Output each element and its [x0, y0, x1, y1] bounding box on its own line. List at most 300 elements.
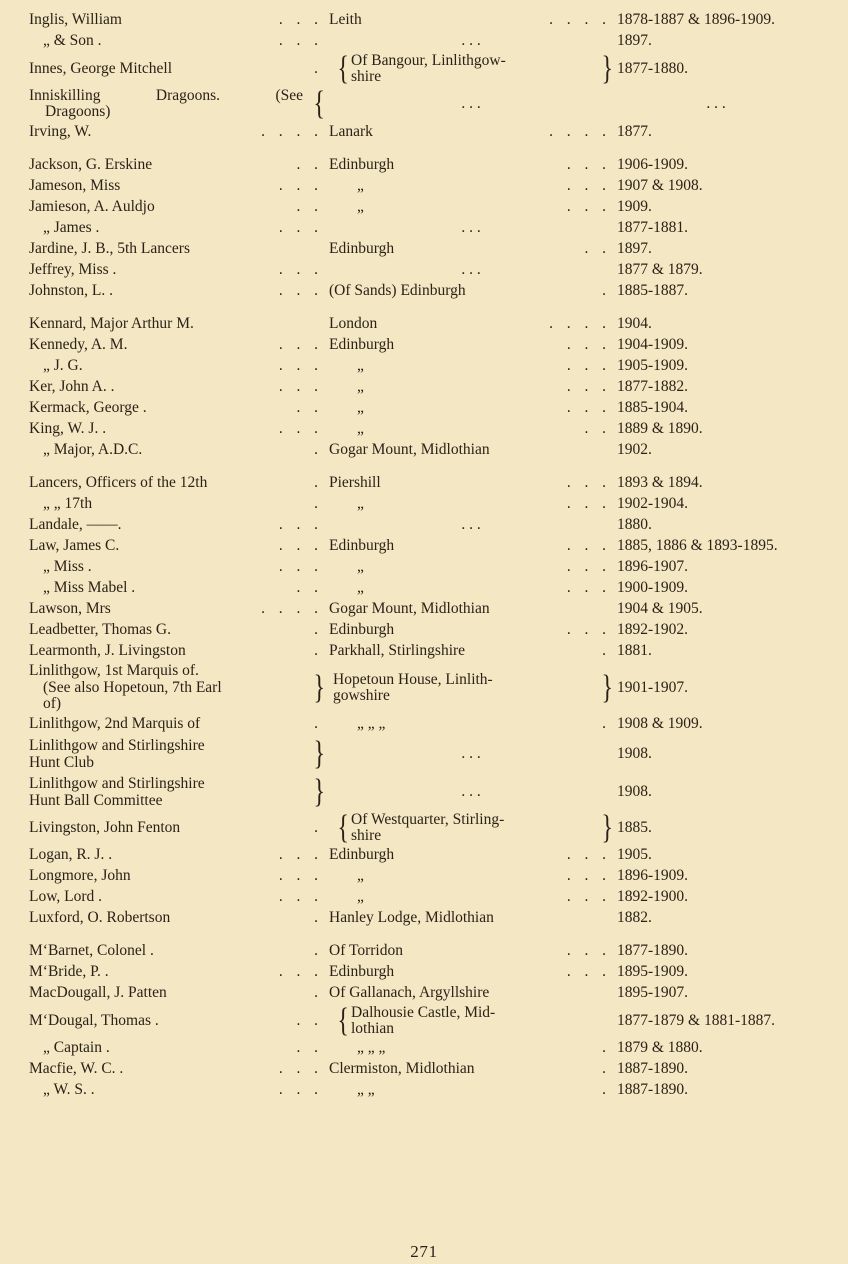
table-row: [29, 620, 819, 641]
index-table-body: [29, 10, 819, 1101]
entry-years: 1877-1882.: [617, 378, 689, 396]
dot-leader: .: [314, 621, 323, 639]
table-row: [29, 845, 819, 866]
entry-years: 1904.: [617, 315, 652, 333]
entry-name: M‘Bride, P. .: [29, 963, 109, 981]
entry-place: „: [357, 420, 364, 438]
table-row: [29, 473, 819, 494]
entry-place-cell: [329, 419, 617, 440]
dot-leader: . . .: [566, 336, 611, 354]
dot-leader: .: [602, 1081, 611, 1099]
dot-leader: .: [314, 715, 323, 733]
entry-place: ...: [461, 744, 485, 762]
entry-name-cell: [29, 377, 329, 398]
entry-name: Low, Lord .: [29, 888, 103, 906]
entry-name-cell: [29, 578, 329, 599]
dot-leader: . . .: [566, 177, 611, 195]
dot-leader: . . .: [278, 846, 323, 864]
entry-place-cell: [329, 662, 617, 714]
entry-years: 1892-1900.: [617, 888, 689, 906]
dot-leader: . . .: [278, 219, 323, 237]
dot-leader: . .: [296, 156, 323, 174]
entry-years: 1904-1909.: [617, 336, 689, 354]
entry-name-cell: [29, 599, 329, 620]
entry-place: Clermiston, Midlothian: [329, 1060, 475, 1078]
dot-leader: . . . .: [549, 123, 611, 141]
entry-place-cell: [329, 578, 617, 599]
dot-leader: . . .: [566, 378, 611, 396]
entry-place-line1: Hopetoun House, Linlith-: [333, 670, 493, 688]
entry-name-line3: of): [43, 695, 62, 713]
table-row: [29, 887, 819, 908]
entry-name-cell: [29, 641, 329, 662]
entry-place: ...: [461, 516, 485, 534]
dot-leader: . . .: [278, 261, 323, 279]
entry-name-cell: [29, 845, 329, 866]
entry-place: „ „ „: [357, 715, 386, 733]
table-row: [29, 122, 819, 143]
entry-place: Edinburgh: [329, 240, 395, 258]
entry-years-text: ...: [706, 94, 730, 112]
entry-name-line2: (See also Hopetoun, 7th Earl: [43, 678, 222, 696]
entry-name-cell: [29, 811, 329, 845]
entry-name-cell: [29, 335, 329, 356]
table-row: [29, 1059, 819, 1080]
entry-name: Johnston, L. .: [29, 282, 113, 300]
dot-leader: . . .: [566, 579, 611, 597]
right-brace-icon: }: [601, 669, 613, 706]
table-row: [29, 773, 819, 811]
entry-name: „ J. G.: [43, 357, 83, 375]
entry-place: „ „ „: [357, 1039, 386, 1057]
dot-leader: . .: [296, 399, 323, 417]
left-brace-icon: {: [337, 50, 349, 87]
entry-years: 1885-1904.: [617, 399, 689, 417]
entry-place-cell: [329, 1038, 617, 1059]
entry-place-cell: [329, 239, 617, 260]
entry-name-cell: [29, 887, 329, 908]
entry-years: 1908.: [617, 782, 652, 800]
entry-name-cell: [29, 866, 329, 887]
entry-name-cell: [29, 398, 329, 419]
entry-years: 1877-1879 & 1881-1887.: [617, 1011, 776, 1029]
entry-name: Jamieson, A. Auldjo: [29, 198, 155, 216]
entry-years: 1896-1909.: [617, 867, 689, 885]
table-row: [29, 515, 819, 536]
entry-name: Jeffrey, Miss .: [29, 261, 117, 279]
entry-years: 1896-1907.: [617, 558, 689, 576]
entry-place: Edinburgh: [329, 846, 395, 864]
entry-years: 1879 & 1880.: [617, 1039, 703, 1057]
dot-leader: .: [602, 1060, 611, 1078]
entry-place-cell: [329, 962, 617, 983]
entry-name-cell: [29, 281, 329, 302]
entry-years: 1885, 1886 & 1893-1895.: [617, 537, 778, 555]
entry-name-line1: Linlithgow and Stirlingshire: [29, 736, 205, 754]
entry-name: „ Major, A.D.C.: [43, 441, 143, 459]
entry-name: Landale, ——.: [29, 516, 122, 534]
entry-place: London: [329, 315, 378, 333]
entry-place: „: [357, 378, 364, 396]
entry-place: „: [357, 558, 364, 576]
entry-place-line1: Of Bangour, Linlithgow-: [351, 51, 506, 69]
entry-years: 1887-1890.: [617, 1060, 689, 1078]
left-brace-icon: {: [337, 1002, 349, 1039]
dot-leader: . . .: [566, 495, 611, 513]
entry-place-cell: [329, 356, 617, 377]
entry-years: 1897.: [617, 32, 652, 50]
entry-place-cell: [329, 122, 617, 143]
entry-name: „ W. S. .: [43, 1081, 95, 1099]
entry-name-cell: [29, 260, 329, 281]
entry-place: Of Torridon: [329, 942, 403, 960]
table-row: [29, 31, 819, 52]
entry-place-cell: [329, 735, 617, 773]
entry-place: Lanark: [329, 123, 373, 141]
entry-place: „ „: [357, 1081, 375, 1099]
dot-leader: . . .: [566, 474, 611, 492]
entry-place-cell: [329, 440, 617, 461]
entry-name-cell: [29, 86, 329, 122]
entry-name-cell: [29, 536, 329, 557]
entry-years: [617, 86, 819, 122]
entry-place-cell: [329, 773, 617, 811]
entry-name-cell: [29, 773, 329, 811]
dot-leader: . .: [296, 1011, 323, 1029]
entry-place: „: [357, 177, 364, 195]
dot-leader: . . .: [278, 378, 323, 396]
dot-leader: . .: [296, 198, 323, 216]
entry-name-cell: [29, 356, 329, 377]
entry-place: Gogar Mount, Midlothian: [329, 600, 490, 618]
entry-name: Linlithgow, 2nd Marquis of: [29, 715, 201, 733]
dot-leader: . .: [584, 420, 611, 438]
entry-name: „ James .: [43, 219, 100, 237]
entry-place-cell: [329, 314, 617, 335]
entry-place-cell: [329, 335, 617, 356]
table-row: [29, 260, 819, 281]
entry-name: Jardine, J. B., 5th Lancers: [29, 240, 190, 258]
table-row: [29, 314, 819, 335]
entry-place-cell: [329, 908, 617, 929]
entry-place: Parkhall, Stirlingshire: [329, 642, 466, 660]
dot-leader: . . .: [566, 156, 611, 174]
dot-leader: . . .: [566, 867, 611, 885]
table-row: [29, 1038, 819, 1059]
entry-name-cell: [29, 620, 329, 641]
entry-place-cell: [329, 218, 617, 239]
entry-years: 1877.: [617, 123, 652, 141]
entry-years: 1900-1909.: [617, 579, 689, 597]
table-row: [29, 377, 819, 398]
entry-name-cell: [29, 1038, 329, 1059]
entry-years: 1885-1887.: [617, 282, 689, 300]
table-row: [29, 811, 819, 845]
dot-leader: .: [314, 495, 323, 513]
section-gap: [29, 929, 819, 941]
dot-leader: . . .: [278, 516, 323, 534]
table-row: [29, 941, 819, 962]
table-row: [29, 239, 819, 260]
entry-place-cell: [329, 260, 617, 281]
entry-place: „: [357, 399, 364, 417]
dot-leader: .: [314, 818, 323, 836]
dot-leader: . . .: [566, 357, 611, 375]
entry-place-cell: [329, 811, 617, 845]
entry-name: Learmonth, J. Livingston: [29, 642, 186, 660]
dot-leader: . . .: [566, 621, 611, 639]
entry-name-line1: Linlithgow and Stirlingshire: [29, 774, 205, 792]
entry-name: Macfie, W. C. .: [29, 1060, 124, 1078]
entry-place: ...: [461, 219, 485, 237]
entry-name-cell: [29, 52, 329, 86]
entry-place-cell: [329, 398, 617, 419]
entry-place-cell: [329, 10, 617, 31]
entry-place: Of Gallanach, Argyllshire: [329, 984, 490, 1002]
entry-name: „ Captain .: [43, 1039, 110, 1057]
entry-name-cell: [29, 473, 329, 494]
index-table: [29, 10, 819, 1101]
entry-place-cell: [329, 714, 617, 735]
dot-leader: .: [602, 642, 611, 660]
entry-place-cell: [329, 620, 617, 641]
entry-place: Edinburgh: [329, 336, 395, 354]
entry-name-cell: [29, 908, 329, 929]
entry-years: 1895-1907.: [617, 984, 689, 1002]
dot-leader: . . . .: [261, 123, 323, 141]
section-gap: [29, 461, 819, 473]
entry-name: „ „ 17th: [43, 495, 93, 513]
entry-name: Kennedy, A. M.: [29, 336, 128, 354]
entry-name-cell: [29, 155, 329, 176]
entry-name: M‘Barnet, Colonel .: [29, 942, 154, 960]
entry-name-cell: [29, 419, 329, 440]
entry-years: 1895-1909.: [617, 963, 689, 981]
entry-name: Law, James C.: [29, 537, 120, 555]
entry-name-cell: [29, 440, 329, 461]
table-row: [29, 335, 819, 356]
dot-leader: .: [314, 59, 323, 77]
entry-years: 1877-1880.: [617, 59, 689, 77]
section-gap: [29, 143, 819, 155]
entry-place: „: [357, 579, 364, 597]
entry-years: 1904 & 1905.: [617, 600, 703, 618]
entry-name: Longmore, John: [29, 867, 131, 885]
dot-leader: . . .: [566, 558, 611, 576]
entry-place-cell: [329, 31, 617, 52]
entry-years: 1885.: [617, 818, 652, 836]
right-brace-icon: }: [601, 809, 613, 846]
entry-name: Jackson, G. Erskine: [29, 156, 153, 174]
entry-name-cell: [29, 515, 329, 536]
dot-leader: . . .: [566, 537, 611, 555]
entry-place: Gogar Mount, Midlothian: [329, 441, 490, 459]
entry-place: Hanley Lodge, Midlothian: [329, 909, 494, 927]
table-row: [29, 218, 819, 239]
dot-leader: . . .: [278, 357, 323, 375]
dot-leader: . . .: [278, 867, 323, 885]
table-row: [29, 494, 819, 515]
dot-leader: . . .: [278, 282, 323, 300]
entry-name: „ Miss .: [43, 558, 92, 576]
dot-leader: . . .: [278, 177, 323, 195]
entry-place-line1: Of Westquarter, Stirling-: [351, 810, 505, 828]
entry-place: Leith: [329, 11, 362, 29]
section-gap: [29, 302, 819, 314]
table-row: [29, 908, 819, 929]
entry-place-cell: [329, 1080, 617, 1101]
left-brace-icon: {: [337, 809, 349, 846]
table-row: [29, 86, 819, 122]
entry-place-cell: [329, 197, 617, 218]
table-row: [29, 536, 819, 557]
entry-place-line2: gowshire: [333, 687, 390, 704]
dot-leader: . . . .: [261, 600, 323, 618]
entry-years: 1901-1907.: [617, 678, 689, 696]
dot-leader: . . .: [566, 888, 611, 906]
right-brace-icon: }: [601, 50, 613, 87]
dot-leader: . . .: [278, 888, 323, 906]
entry-place: „: [357, 495, 364, 513]
entry-years: 1877-1881.: [617, 219, 689, 237]
dot-leader: . . .: [278, 558, 323, 576]
table-row: [29, 641, 819, 662]
entry-name: Lawson, Mrs: [29, 600, 111, 618]
table-row: [29, 557, 819, 578]
table-row: [29, 866, 819, 887]
entry-name-cell: [29, 714, 329, 735]
table-row: [29, 1080, 819, 1101]
entry-name-cell: [29, 176, 329, 197]
dot-leader: . . . .: [549, 315, 611, 333]
dot-leader: . . .: [278, 11, 323, 29]
table-row: [29, 662, 819, 714]
table-row: [29, 10, 819, 31]
page-number: 271: [410, 1242, 438, 1261]
right-brace-icon: }: [313, 669, 325, 706]
entry-place-cell: [329, 494, 617, 515]
table-row: [29, 714, 819, 735]
entry-name-cell: [29, 1004, 329, 1038]
entry-place-cell: [329, 641, 617, 662]
entry-years: 1907 & 1908.: [617, 177, 703, 195]
entry-name: Luxford, O. Robertson: [29, 909, 171, 927]
entry-name: Logan, R. J. .: [29, 846, 113, 864]
entry-years: 1906-1909.: [617, 156, 689, 174]
entry-name-cell: [29, 941, 329, 962]
entry-place: ...: [461, 32, 485, 50]
dot-leader: .: [314, 441, 323, 459]
dot-leader: .: [314, 942, 323, 960]
table-row: [29, 983, 819, 1004]
table-row: [29, 1004, 819, 1038]
entry-name: „ Miss Mabel .: [43, 579, 136, 597]
entry-place-cell: [329, 887, 617, 908]
entry-place: ...: [461, 261, 485, 279]
entry-years: 1881.: [617, 642, 652, 660]
entry-place: Edinburgh: [329, 156, 395, 174]
entry-name-line1: Linlithgow, 1st Marquis of.: [29, 661, 199, 679]
table-row: [29, 155, 819, 176]
entry-name: Ker, John A. .: [29, 378, 115, 396]
dot-leader: .: [602, 282, 611, 300]
dot-leader: . . .: [566, 399, 611, 417]
entry-years: 1897.: [617, 240, 652, 258]
entry-place-line2: shire: [351, 827, 382, 844]
entry-place: „: [357, 198, 364, 216]
entry-name-line1: Inniskilling Dragoons. (See: [29, 86, 303, 104]
entry-name: Livingston, John Fenton: [29, 818, 181, 836]
table-row: [29, 440, 819, 461]
dot-leader: .: [602, 1039, 611, 1057]
table-row: [29, 281, 819, 302]
entry-name-line2: Dragoons): [45, 103, 111, 120]
entry-name: Innes, George Mitchell: [29, 59, 173, 77]
dot-leader: .: [314, 909, 323, 927]
entry-name: Kermack, George .: [29, 399, 147, 417]
entry-name-line2: Hunt Ball Committee: [29, 792, 163, 809]
entry-years: 1877-1890.: [617, 942, 689, 960]
entry-place-cell: [329, 557, 617, 578]
entry-name-cell: [29, 197, 329, 218]
entry-years: 1905-1909.: [617, 357, 689, 375]
dot-leader: . . . .: [549, 11, 611, 29]
entry-years: 1880.: [617, 516, 652, 534]
entry-name: M‘Dougal, Thomas .: [29, 1011, 159, 1029]
entry-place-cell: [329, 599, 617, 620]
entry-name-cell: [29, 1080, 329, 1101]
entry-years: 1892-1902.: [617, 621, 689, 639]
entry-name-cell: [29, 239, 329, 260]
entry-place-line2: shire: [351, 68, 382, 85]
entry-name: Leadbetter, Thomas G.: [29, 621, 171, 639]
entry-place-cell: [329, 515, 617, 536]
dot-leader: . . .: [566, 963, 611, 981]
table-row: [29, 962, 819, 983]
entry-place: „: [357, 357, 364, 375]
entry-years: 1887-1890.: [617, 1081, 689, 1099]
entry-name: Kennard, Major Arthur M.: [29, 315, 194, 333]
entry-place: Edinburgh: [329, 537, 395, 555]
entry-place: „: [357, 867, 364, 885]
entry-years: 1905.: [617, 846, 652, 864]
entry-place: ...: [461, 94, 485, 112]
entry-place: Piershill: [329, 474, 381, 492]
entry-place-cell: [329, 86, 617, 122]
dot-leader: . . .: [566, 846, 611, 864]
entry-place-cell: [329, 941, 617, 962]
entry-place: Edinburgh: [329, 621, 395, 639]
entry-name-cell: [29, 735, 329, 773]
table-row: [29, 197, 819, 218]
entry-place-cell: [329, 1059, 617, 1080]
table-row: [29, 52, 819, 86]
entry-name-cell: [29, 1059, 329, 1080]
dot-leader: . . .: [278, 420, 323, 438]
table-row: [29, 398, 819, 419]
entry-years: 1877 & 1879.: [617, 261, 703, 279]
table-row: [29, 356, 819, 377]
entry-name-cell: [29, 494, 329, 515]
entry-place-cell: [329, 281, 617, 302]
entry-place: (Of Sands) Edinburgh: [329, 282, 466, 300]
entry-name-cell: [29, 962, 329, 983]
index-page: [0, 10, 848, 1264]
right-brace-icon: }: [313, 735, 325, 772]
dot-leader: . . .: [278, 336, 323, 354]
entry-name: King, W. J. .: [29, 420, 107, 438]
entry-name-cell: [29, 662, 329, 714]
